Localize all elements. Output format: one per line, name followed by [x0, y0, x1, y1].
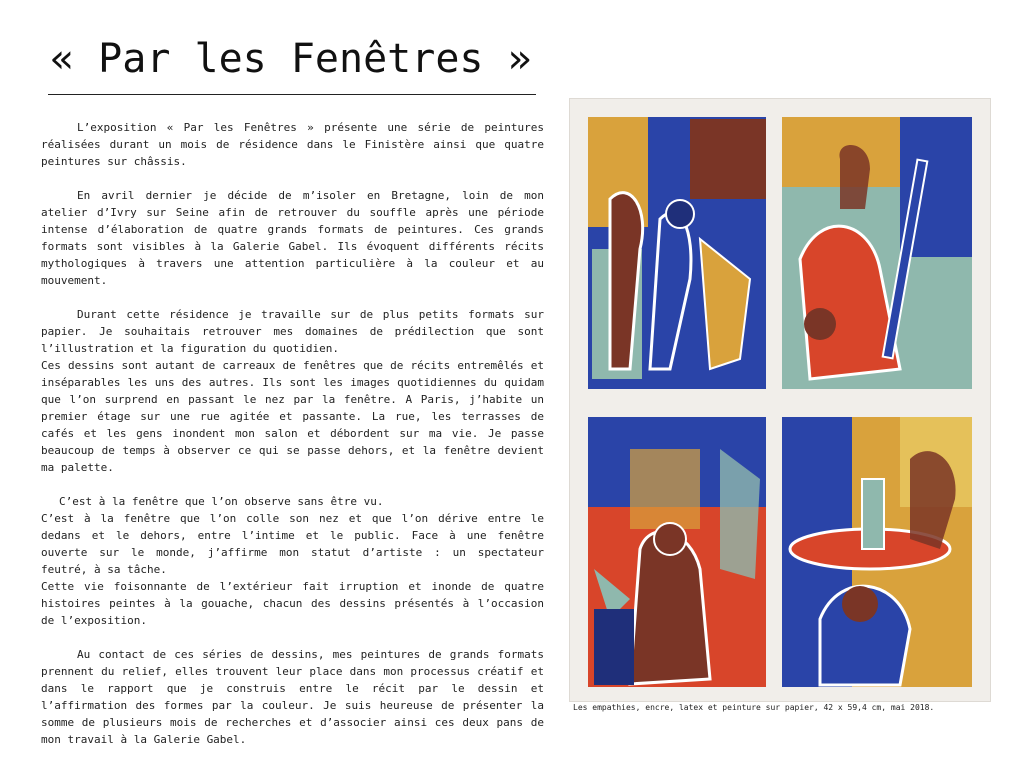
panel-bottom-right — [782, 417, 972, 687]
paragraph-gouache: Cette vie foisonnante de l’extérieur fait irruption et inonde de quatre histoires peintes à la gouache, chacun des dessins présentés à l’occasion de l’exposition. — [41, 580, 544, 627]
artwork-caption: Les empathies, encre, latex et peinture sur papier, 42 x 59,4 cm, mai 2018. — [573, 703, 935, 712]
paragraph-windows: Ces dessins sont autant de carreaux de fenêtres que de récits entremêlés et inséparables les uns des autres. Ils sont les images quotidiennes du quidam que l’on surprend en passant le nez par la fenêtre. A Paris, j’habite un premier étage sur une rue agitée et passante. La rue, les terrasses de cafés et les gens inondent mon salon et débordent sur ma vie. Je passe beaucoup de temps à observer ce qui se passe dehors, et la fenêtre devient ma palette. — [41, 359, 544, 474]
panel-bottom-left — [588, 417, 766, 687]
panel-top-left — [588, 117, 766, 389]
panel-top-right — [782, 117, 972, 389]
artwork-image — [570, 99, 990, 701]
paragraph-quote: C’est à la fenêtre que l’on observe sans être vu. — [59, 495, 384, 508]
paragraph-window-nose: C’est à la fenêtre que l’on colle son nez et que l’on dérive entre le dedans et le dehors, entre l’intime et le public. Face à une fenêtre ouverte sur le monde, j’affirme mon statut d’artiste : un spectateur feutré, à sa tâche. — [41, 512, 544, 576]
page-title: « Par les Fenêtres » — [50, 36, 532, 82]
paragraph-large-formats: Au contact de ces séries de dessins, mes peintures de grands formats prennent du relief, elles trouvent leur place dans mon processus créatif et dans le rapport que je construis entre le récit par le dessin et l’affirmation des formes par la couleur. Je suis heureuse de présenter la somme de plusieurs mois de recherches et d’associer ainsi ces deux pans de mon travail à la Galerie Gabel. — [41, 648, 544, 746]
paragraph-intro: L’exposition « Par les Fenêtres » présente une série de peintures réalisées durant un mois de résidence dans le Finistère ainsi que quatre peintures sur châssis. — [41, 121, 544, 168]
title-divider — [48, 94, 536, 95]
paragraph-small-formats: Durant cette résidence je travaille sur de plus petits formats sur papier. Je souhaitais retrouver mes domaines de prédilection que sont l’illustration et la figuration du quotidien. — [41, 308, 544, 355]
paragraph-residency: En avril dernier je décide de m’isoler en Bretagne, loin de mon atelier d’Ivry sur Seine afin de retrouver du souffle après une période intense d’élaboration de quatre grands formats de peintures. Ces grands formats sont visibles à la Galerie Gabel. Ils évoquent différents récits mythologiques à travers une attention particulière à la couleur et au mouvement. — [41, 189, 544, 287]
exhibition-text — [41, 119, 544, 765]
